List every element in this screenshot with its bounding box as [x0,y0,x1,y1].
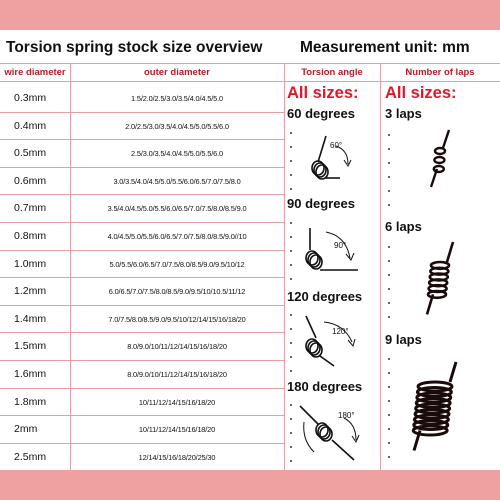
leader-dot [290,356,292,358]
row-divider [0,277,284,278]
column-divider-3 [380,63,381,470]
figure-angle-label-90: 90° [334,241,347,250]
leader-dot [388,428,390,430]
outer-diameter-cell: 8.0/9.0/10/11/12/14/15/16/18/20 [127,370,227,379]
outer-diameter-cell: 1.5/2.0/2.5/3.0/3.5/4.0/4.5/5.0 [131,94,223,103]
wire-diameter-cell: 2.5mm [14,450,47,463]
wire-diameter-cell: 0.3mm [14,92,47,104]
angle-label-90: 90 degrees [287,196,355,211]
row-divider [0,194,284,195]
leader-dot [388,274,390,276]
angle-label-120: 120 degrees [287,289,363,304]
spring-coil [435,148,445,154]
outer-diameter-cell: 10/11/12/14/15/16/18/20 [138,397,216,407]
spring-coil [428,291,446,298]
leader-dot [290,236,292,238]
outer-diameter-cell: 3.0/3.5/4.0/4.5/5.0/5.5/6.0/6.5/7.0/7.5/8.0 [113,176,241,186]
row-divider [0,222,284,223]
leader-dot [290,188,292,190]
spring-3-laps-figure [420,130,460,200]
leader-dot [388,260,390,262]
row-divider [0,112,284,113]
figure-angle-label-180: 180° [338,411,355,420]
leader-dot [290,146,292,148]
leader-dot [290,342,292,344]
spring-9-laps-figure [405,362,463,454]
row-divider [0,443,284,444]
outer-diameter-cell: 6.0/6.5/7.0/7.5/8.0/8.5/9.0/9.5/10/10.5/11/12 [108,287,246,297]
outer-diameter-cell: 2.5/3.0/3.5/4.0/4.5/5.0/5.5/6.0 [131,149,223,159]
torsion-60-figure [296,128,360,188]
leader-dot [290,328,292,330]
row-divider [0,305,284,306]
wire-diameter-cell: 1.5mm [14,340,47,353]
row-divider [0,250,284,251]
leader-dot [388,204,390,206]
coil-spring-icon [413,362,456,451]
torsion-120-figure [296,308,366,370]
leader-dot [388,176,390,178]
page-title: Torsion spring stock size overview [6,39,263,56]
angle-all-sizes: All sizes: [287,84,359,102]
coil-spring-icon [431,130,449,187]
angle-label-180: 180 degrees [287,379,363,394]
leader-dot [388,316,390,318]
leader-dot [290,418,292,420]
wire-diameter-cell: 1.6mm [14,368,47,380]
wire-diameter-cell: 1.8mm [14,395,47,408]
wire-diameter-cell: 0.6mm [14,174,47,187]
coil-spring-icon [427,242,453,314]
leader-dot [388,190,390,192]
header-bottom-rule [0,81,500,82]
leader-dot [388,358,390,360]
row-divider [0,388,284,389]
bottom-band [0,470,500,500]
spring-leg [450,362,456,382]
top-band [0,0,500,30]
outer-diameter-cell: 10/11/12/14/15/16/18/20 [138,425,216,435]
figure-angle-label-60: 60° [330,141,343,150]
wire-diameter-cell: 1.4mm [14,312,47,325]
outer-diameter-cell: 7.0/7.5/8.0/8.5/9.0/9.5/10/12/14/15/16/18/20 [108,314,246,324]
spring-leg [447,242,453,262]
row-divider [0,360,284,361]
wire-diameter-cell: 0.8mm [14,230,47,242]
leader-dot [388,400,390,402]
leader-dot [290,314,292,316]
leader-dot [388,148,390,150]
leader-dot [290,132,292,134]
leader-dot [388,386,390,388]
leader-dot [388,134,390,136]
leader-dot [290,174,292,176]
wire-diameter-cell: 0.7mm [14,202,47,215]
torsion-90-figure [296,218,366,280]
wire-diameter-cell: 0.4mm [14,119,47,132]
leader-dot [388,456,390,458]
leader-dot [388,414,390,416]
leader-dot [290,264,292,266]
leader-dot [290,250,292,252]
row-divider [0,139,284,140]
outer-diameter-cell: 12/14/15/16/18/20/25/30 [138,452,216,462]
row-divider [0,167,284,168]
unit-label: Measurement unit: mm [300,39,470,56]
spring-coil-icon [306,316,334,366]
angle-label-60: 60 degrees [287,106,355,121]
leader-dot [290,222,292,224]
wire-diameter-cell: 1.2mm [14,285,47,298]
wire-diameter-cell: 2mm [14,423,38,436]
leader-dot [388,372,390,374]
leader-dot [388,302,390,304]
outer-diameter-cell: 8.0/9.0/10/11/12/14/15/16/18/20 [127,342,227,352]
outer-diameter-cell: 2.0/2.5/3.0/3.5/4.0/4.5/5.0/5.5/6.0 [125,121,229,131]
leader-dot [290,446,292,448]
spring-coil [434,157,444,163]
outer-diameter-cell: 4.0/4.5/5.0/5.5/6.0/6.5/7.0/7.5/8.0/8.5/9.0//10 [107,232,247,241]
spring-6-laps-figure [418,240,462,320]
row-divider [0,332,284,333]
figure-angle-label-120: 120° [332,327,349,336]
laps-label-3: 3 laps [385,106,422,121]
leader-dot [290,370,292,372]
header-wire-diameter: wire diameter [4,67,66,78]
spring-leg [443,130,449,148]
outer-diameter-cell: 3.5/4.0/4.5/5.0/5.5/6.0/6.5/7.0/7.5/8.0/8.5/9.0 [107,204,247,214]
torsion-180-figure [296,400,366,466]
leader-dot [290,432,292,434]
column-divider-2 [284,63,285,470]
leader-dot [388,442,390,444]
leader-dot [290,404,292,406]
header-torsion-angle: Torsion angle [301,67,363,78]
outer-diameter-cell: 5.0/5.5/6.0/6.5/7.0/7.5/8.0/8.5/9.0/9.5/10/12 [109,259,245,269]
leader-dot [290,160,292,162]
leader-dot [388,288,390,290]
leader-dot [290,278,292,280]
laps-label-9: 9 laps [385,332,422,347]
header-number-of-laps: Number of laps [405,67,475,78]
row-divider [0,415,284,416]
leader-dot [290,460,292,462]
spring-coil-icon [306,228,358,270]
rotation-arc-icon-right [344,418,356,440]
header-outer-diameter: outer diameter [144,67,210,78]
laps-label-6: 6 laps [385,219,422,234]
leader-dot [388,246,390,248]
header-top-rule [0,63,500,64]
wire-diameter-cell: 0.5mm [14,147,47,160]
wire-diameter-cell: 1.0mm [14,257,47,270]
laps-all-sizes: All sizes: [385,84,457,102]
rotation-arc-icon-left [304,422,314,452]
leader-dot [388,162,390,164]
